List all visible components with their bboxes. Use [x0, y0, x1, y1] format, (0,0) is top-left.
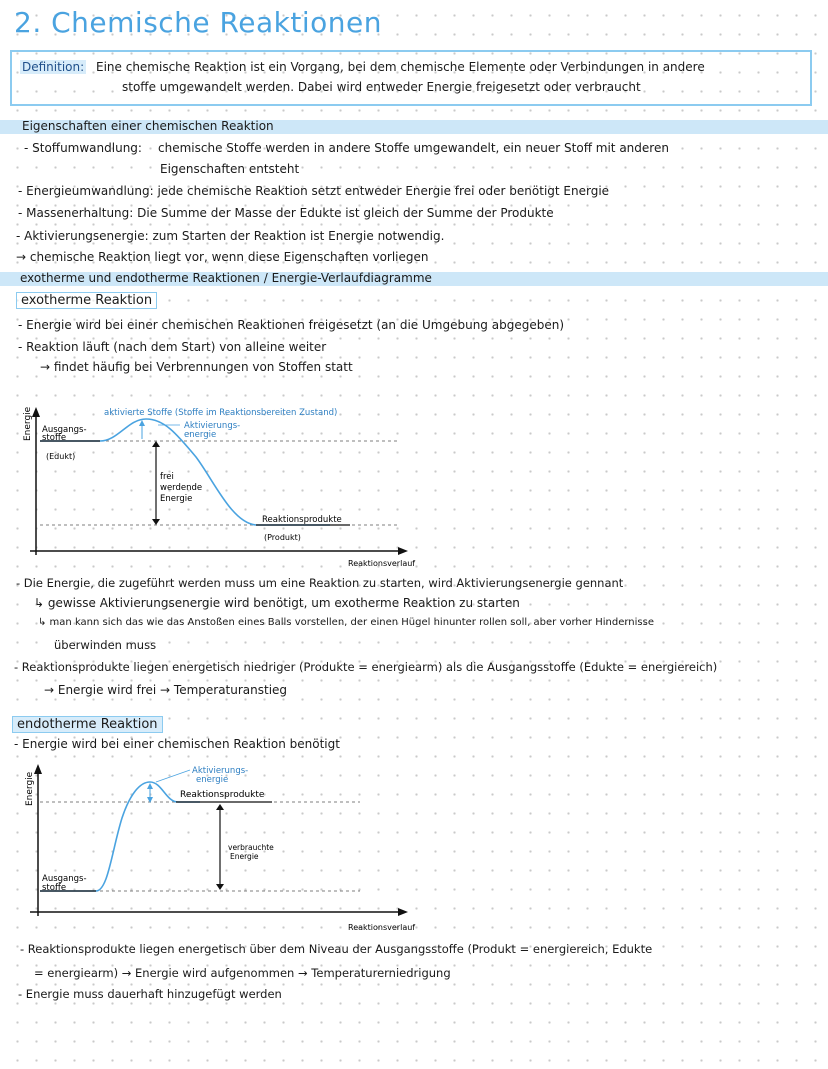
eigenschaft-stoffumwandlung-line-1: chemische Stoffe werden in andere Stoffe umgewandelt, ein neuer Stoff mit anderen: [158, 141, 669, 155]
exo-after-3b: überwinden muss: [54, 638, 157, 652]
exo-x-axis-arrow: [398, 547, 408, 555]
endo-activation-label-1: Aktivierungs-: [192, 766, 249, 776]
endo-y-label: Energie: [25, 771, 35, 806]
exo-line-2: - Reaktion läuft (nach dem Start) von alleine weiter: [18, 340, 327, 354]
endo-products-label: Reaktionsprodukte: [180, 790, 265, 800]
endo-used-energy-arrow-bottom: [216, 884, 224, 890]
endo-used-label-2: Energie: [230, 852, 259, 861]
exo-free-energy-arrow-top: [152, 441, 160, 447]
exo-activation-label-2: energie: [184, 430, 217, 440]
exo-x-label: Reaktionsverlauf: [348, 559, 416, 568]
exo-activated-label: aktivierte Stoffe (Stoffe im Reaktionsbereiten Zustand): [104, 408, 338, 418]
endo-after-1: - Reaktionsprodukte liegen energetisch über dem Niveau der Ausgangsstoffe (Produkt = energiereich, Edukte: [20, 942, 653, 956]
endo-y-axis-arrow: [34, 764, 42, 774]
exo-start-label-1: Ausgangs-: [42, 425, 87, 435]
definition-line-2: stoffe umgewandelt werden. Dabei wird entweder Energie freigesetzt oder verbraucht: [122, 80, 641, 94]
exotherme-label: exotherme Reaktion: [16, 292, 157, 309]
exo-after-2: ↳ gewisse Aktivierungsenergie wird benötigt, um exotherme Reaktion zu starten: [34, 596, 520, 610]
eigenschaft-stoffumwandlung-label: - Stoffumwandlung:: [24, 141, 142, 155]
eigenschaft-aktivierungsenergie: - Aktivierungsenergie: zum Starten der Reaktion ist Energie notwendig.: [16, 229, 445, 243]
endo-used-label-1: verbrauchte: [228, 843, 274, 852]
exo-products-sub-label: (Produkt): [264, 533, 301, 542]
definition-label: Definition:: [22, 60, 85, 74]
endotherme-label: endotherme Reaktion: [12, 716, 163, 733]
endo-start-label-2: stoffe: [42, 883, 67, 893]
endo-activation-arrow-head-bottom: [147, 797, 153, 803]
eigenschaften-conclusion: → chemische Reaktion liegt vor, wenn diese Eigenschaften vorliegen: [16, 250, 429, 264]
section-2-heading: exotherme und endotherme Reaktionen / Energie-Verlaufdiagramme: [20, 271, 432, 285]
exo-after-3a: ↳ man kann sich das wie das Anstoßen eines Balls vorstellen, der einen Hügel hinunter rollen soll, aber vorher Hindernisse: [38, 617, 654, 628]
exo-products-label: Reaktionsprodukte: [262, 515, 342, 525]
exo-free-label-1: frei: [160, 472, 174, 482]
eigenschaft-energieumwandlung: - Energieumwandlung: jede chemische Reaktion setzt entweder Energie frei oder benötigt Energie: [18, 184, 610, 198]
exo-after-1: - Die Energie, die zugeführt werden muss um eine Reaktion zu starten, wird Aktivierungsenergie gennant: [16, 576, 624, 590]
exo-y-label: Energie: [23, 406, 33, 441]
definition-line-1: Eine chemische Reaktion ist ein Vorgang, bei dem chemische Elemente oder Verbindungen in andere: [96, 60, 705, 74]
exo-after-5: → Energie wird frei → Temperaturanstieg: [44, 683, 288, 697]
endotherm-diagram: [0, 760, 440, 936]
endo-x-axis-arrow: [398, 908, 408, 916]
exo-activation-label-1: Aktivierungs-: [184, 421, 241, 431]
exo-start-label-2: stoffe: [42, 433, 67, 443]
exo-line-1: - Energie wird bei einer chemischen Reaktionen freigesetzt (an die Umgebung abgegeben): [18, 318, 564, 332]
exo-free-energy-arrow-bottom: [152, 519, 160, 525]
exotherm-diagram: [0, 395, 440, 573]
exo-free-label-3: Energie: [160, 494, 193, 504]
exo-line-3: → findet häufig bei Verbrennungen von Stoffen statt: [40, 360, 353, 374]
exo-after-4: - Reaktionsprodukte liegen energetisch niedriger (Produkte = energiearm) als die Ausgangsstoffe (Edukte = energiereich): [14, 660, 718, 674]
eigenschaften-heading: Eigenschaften einer chemischen Reaktion: [22, 119, 274, 133]
endo-after-2: = energiearm) → Energie wird aufgenommen → Temperaturerniedrigung: [34, 966, 451, 980]
exo-activation-arrow-head: [139, 420, 145, 426]
exo-free-label-2: werdende: [160, 483, 203, 493]
exo-y-axis-arrow: [32, 407, 40, 417]
endo-after-3: - Energie muss dauerhaft hinzugefügt werden: [18, 987, 282, 1001]
endo-x-label: Reaktionsverlauf: [348, 923, 416, 932]
endo-line-1: - Energie wird bei einer chemischen Reaktion benötigt: [14, 737, 340, 751]
definition-box: [10, 50, 812, 106]
exo-start-label-3: (Edukt): [46, 452, 76, 461]
eigenschaft-massenerhaltung: - Massenerhaltung: Die Summe der Masse der Edukte ist gleich der Summe der Produkte: [18, 206, 554, 220]
endo-activation-label-2: energie: [196, 775, 229, 785]
endo-start-label-1: Ausgangs-: [42, 874, 87, 884]
eigenschaft-stoffumwandlung-line-2: Eigenschaften entsteht: [160, 162, 300, 176]
page-title: 2. Chemische Reaktionen: [14, 6, 382, 39]
endo-activation-arrow-head-top: [147, 783, 153, 789]
endo-activation-pointer: [156, 770, 190, 782]
endo-used-energy-arrow-top: [216, 804, 224, 810]
